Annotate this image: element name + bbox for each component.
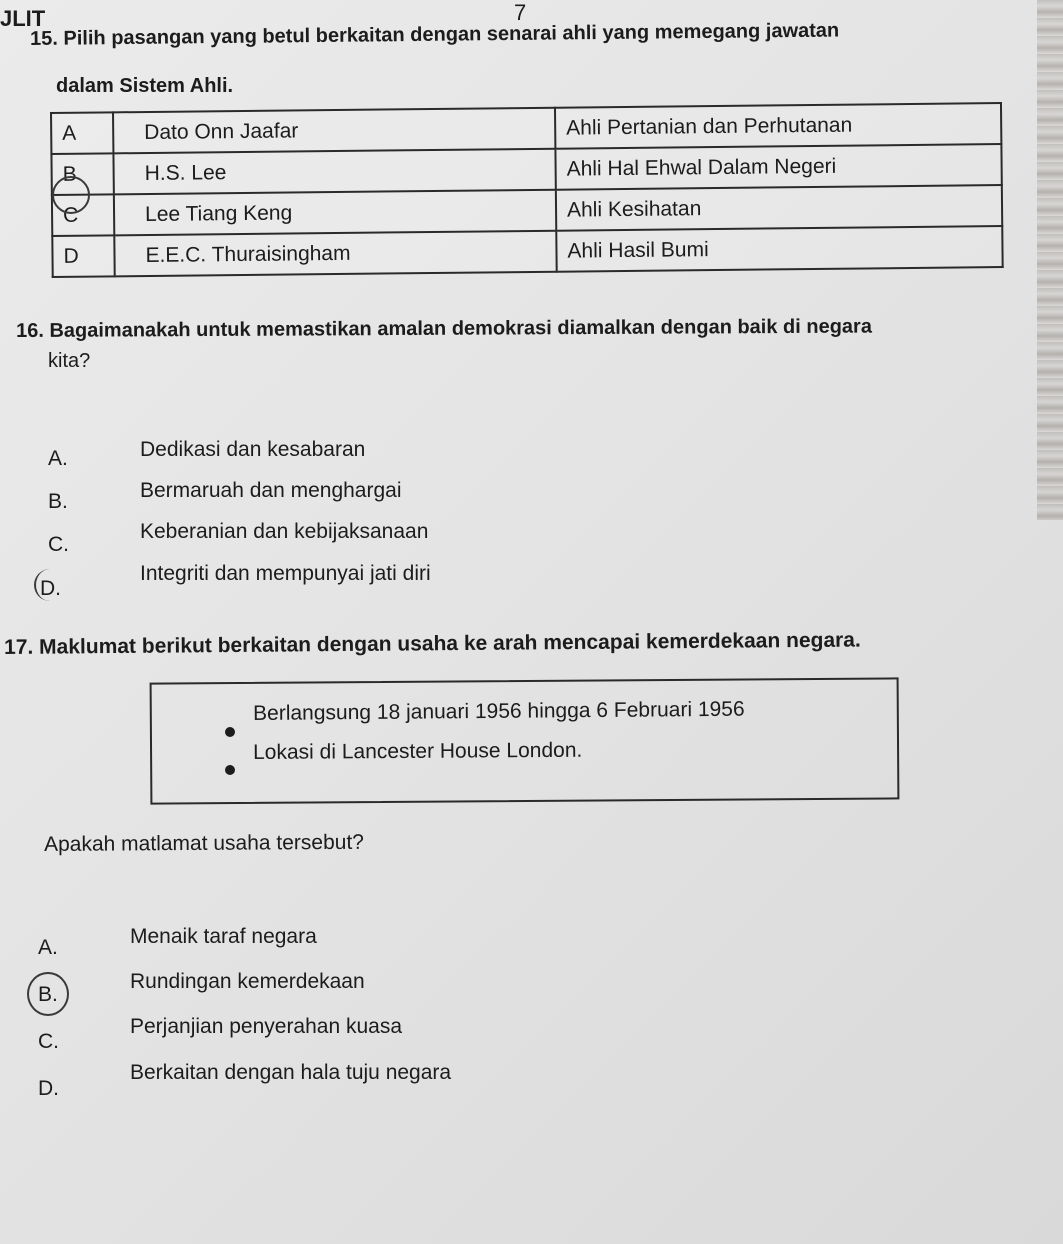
- answer-circle-mark: [52, 176, 90, 214]
- option-letter: C.: [48, 533, 69, 556]
- row-letter: C: [52, 194, 114, 236]
- question-15-line2: dalam Sistem Ahli.: [56, 75, 234, 97]
- question-16-line2: kita?: [48, 350, 91, 372]
- page-header-label: JLIT: [0, 6, 46, 31]
- row-role: Ahli Hasil Bumi: [556, 226, 1002, 272]
- answer-circle-mark: [34, 569, 66, 601]
- row-name: E.E.C. Thuraisingham: [114, 231, 556, 277]
- answer-circle-mark: [27, 972, 69, 1016]
- table-row: [52, 226, 1002, 277]
- option-text: Menaik taraf negara: [130, 925, 317, 948]
- page-number: 7: [514, 0, 527, 25]
- option-text: Berkaitan dengan hala tuju negara: [130, 1061, 452, 1084]
- question-17-prompt: Apakah matlamat usaha tersebut?: [44, 830, 365, 856]
- option-letter: B.: [38, 983, 58, 1006]
- page-edge-shadow: [1037, 0, 1063, 520]
- option-letter: C.: [38, 1030, 59, 1053]
- bullet-icon: [225, 727, 235, 737]
- row-role: Ahli Pertanian dan Perhutanan: [555, 103, 1001, 149]
- row-letter: A: [51, 112, 113, 154]
- row-name: H.S. Lee: [113, 149, 555, 195]
- row-letter: B: [51, 153, 113, 195]
- option-letter: D.: [40, 577, 61, 600]
- info-bullet-text: Lokasi di Lancester House London.: [253, 738, 583, 764]
- question-17-line1: 17. Maklumat berikut berkaitan dengan usaha ke arah mencapai kemerdekaan negara.: [4, 628, 861, 659]
- option-text: Dedikasi dan kesabaran: [140, 438, 366, 461]
- question-15-line1: 15. Pilih pasangan yang betul berkaitan dengan senarai ahli yang memegang jawatan: [30, 19, 840, 50]
- info-bullet-text: Berlangsung 18 januari 1956 hingga 6 Februari 1956: [253, 697, 745, 725]
- option-text: Perjanjian penyerahan kuasa: [130, 1015, 403, 1038]
- option-text: Rundingan kemerdekaan: [130, 970, 365, 993]
- option-text: Keberanian dan kebijaksanaan: [140, 520, 429, 543]
- option-letter: D.: [38, 1077, 59, 1100]
- option-text: Bermaruah dan menghargai: [140, 479, 402, 502]
- row-role: Ahli Kesihatan: [556, 185, 1002, 231]
- row-name: Lee Tiang Keng: [114, 190, 556, 236]
- row-name: Dato Onn Jaafar: [113, 108, 555, 154]
- option-letter: A.: [48, 447, 68, 470]
- bullet-icon: [225, 765, 235, 775]
- question-16-line1: 16. Bagaimanakah untuk memastikan amalan demokrasi diamalkan dengan baik di negara: [16, 315, 872, 342]
- option-letter: B.: [48, 490, 68, 513]
- row-letter: D: [52, 235, 114, 277]
- option-text: Integriti dan mempunyai jati diri: [140, 562, 431, 585]
- matching-table: [50, 102, 1004, 278]
- row-role: Ahli Hal Ehwal Dalam Negeri: [555, 144, 1001, 190]
- option-letter: A.: [38, 936, 58, 959]
